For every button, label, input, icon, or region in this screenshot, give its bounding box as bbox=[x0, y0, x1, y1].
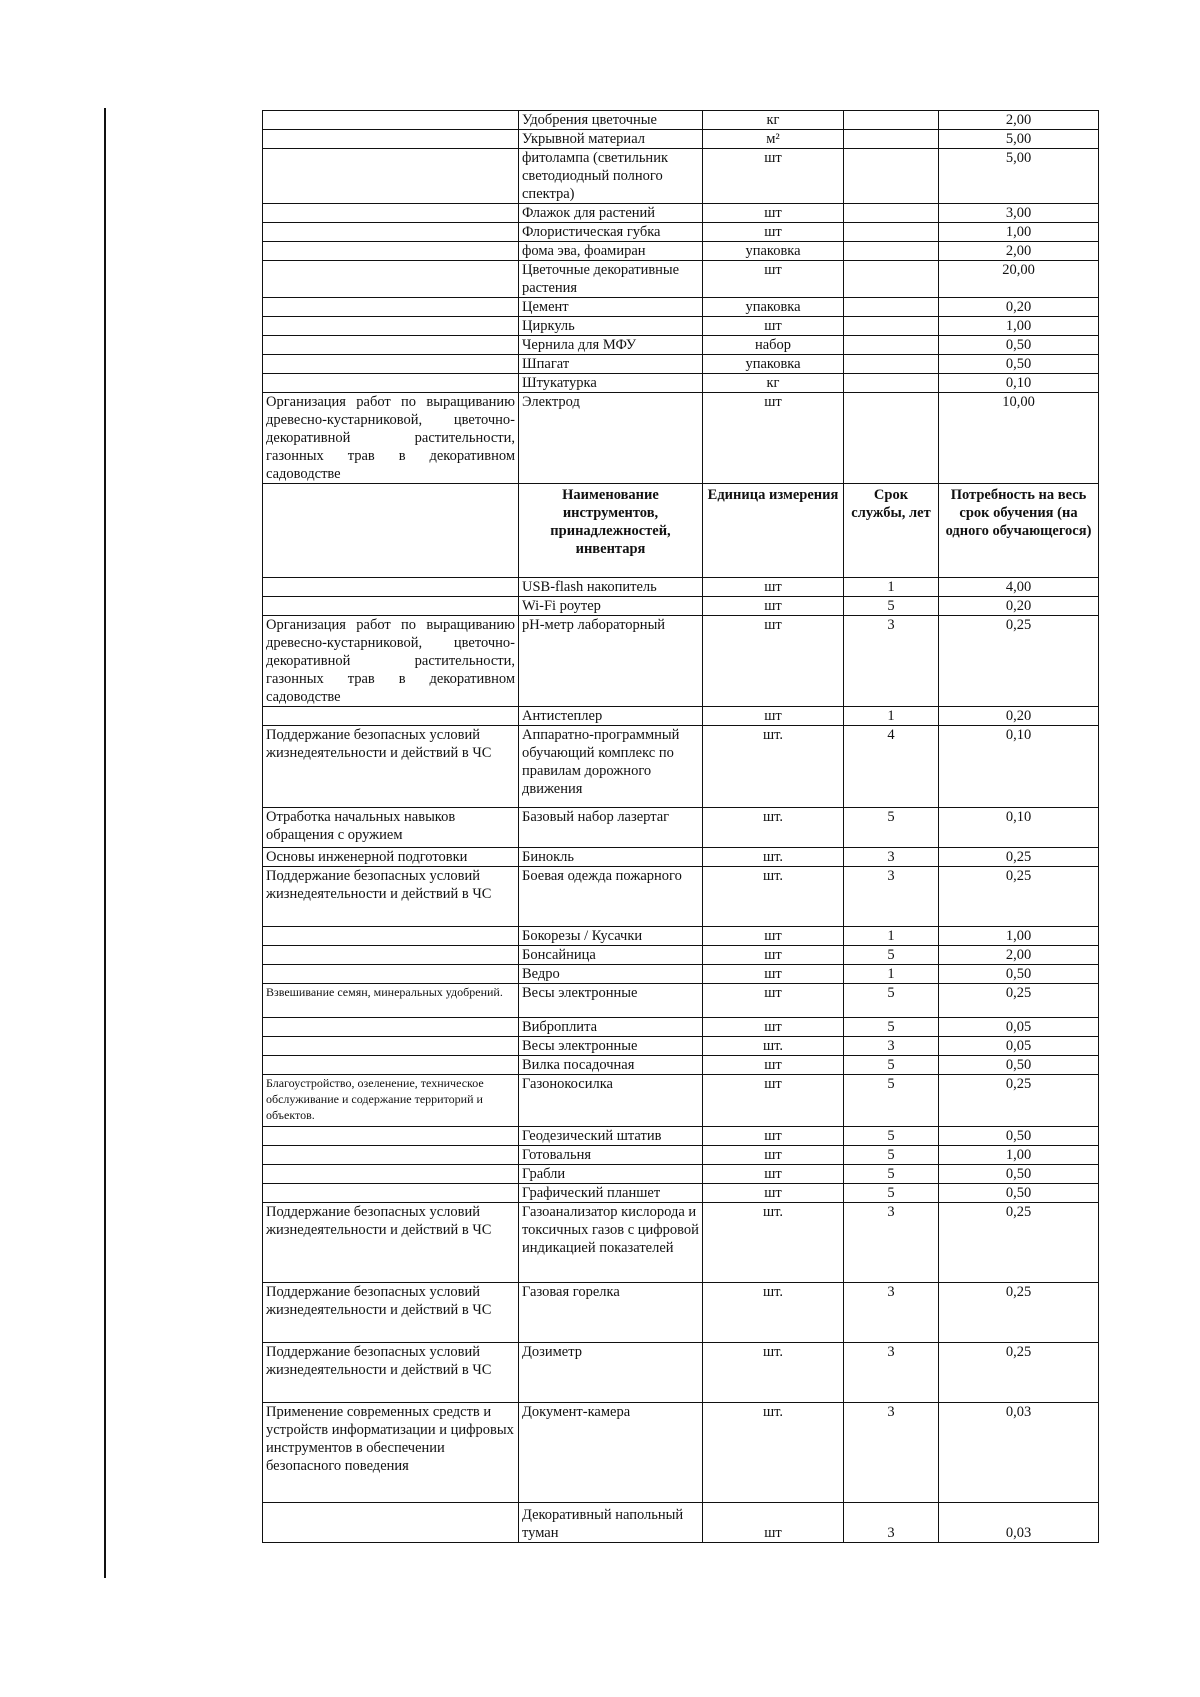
item-name-cell: Ведро bbox=[519, 965, 703, 984]
table-row bbox=[263, 1018, 1099, 1037]
table-row bbox=[263, 130, 1099, 149]
unit-cell: шт bbox=[703, 965, 844, 984]
quantity-cell: 0,25 bbox=[939, 1343, 1099, 1403]
table-row bbox=[263, 726, 1099, 808]
service-life-cell: 1 bbox=[844, 965, 939, 984]
table-row bbox=[263, 946, 1099, 965]
item-name-cell: Цветочные декоративные растения bbox=[519, 261, 703, 298]
purpose-cell bbox=[263, 707, 519, 726]
service-life-cell: 5 bbox=[844, 1056, 939, 1075]
table-row bbox=[263, 1056, 1099, 1075]
table-row bbox=[263, 1146, 1099, 1165]
header-empty-cell bbox=[263, 484, 519, 578]
unit-cell: шт. bbox=[703, 726, 844, 808]
table-row bbox=[263, 242, 1099, 261]
table-row bbox=[263, 1343, 1099, 1403]
unit-cell: шт. bbox=[703, 1283, 844, 1343]
service-life-cell: 3 bbox=[844, 867, 939, 927]
service-life-cell bbox=[844, 393, 939, 484]
item-name-cell: Укрывной материал bbox=[519, 130, 703, 149]
item-name-cell: Чернила для МФУ bbox=[519, 336, 703, 355]
item-name-cell: Штукатурка bbox=[519, 374, 703, 393]
service-life-cell bbox=[844, 355, 939, 374]
unit-cell: шт bbox=[703, 616, 844, 707]
column-header-row bbox=[263, 484, 1099, 578]
unit-cell: шт bbox=[703, 578, 844, 597]
table-row bbox=[263, 1037, 1099, 1056]
unit-cell: шт bbox=[703, 1127, 844, 1146]
quantity-cell: 0,50 bbox=[939, 1165, 1099, 1184]
unit-cell: шт bbox=[703, 1165, 844, 1184]
unit-cell: упаковка bbox=[703, 242, 844, 261]
item-name-cell: Вилка посадочная bbox=[519, 1056, 703, 1075]
quantity-cell: 0,50 bbox=[939, 1184, 1099, 1203]
purpose-cell bbox=[263, 242, 519, 261]
table-row bbox=[263, 317, 1099, 336]
purpose-cell: Поддержание безопасных условий жизнедеятельности и действий в ЧС bbox=[263, 726, 519, 808]
item-name-cell: Готовальня bbox=[519, 1146, 703, 1165]
purpose-cell: Отработка начальных навыков обращения с оружием bbox=[263, 808, 519, 848]
quantity-cell: 0,20 bbox=[939, 707, 1099, 726]
service-life-cell bbox=[844, 149, 939, 204]
service-life-cell: 3 bbox=[844, 1403, 939, 1503]
quantity-cell: 0,25 bbox=[939, 867, 1099, 927]
unit-cell: шт. bbox=[703, 1037, 844, 1056]
service-life-cell bbox=[844, 298, 939, 317]
service-life-cell: 3 bbox=[844, 1503, 939, 1543]
service-life-cell: 5 bbox=[844, 1075, 939, 1127]
service-life-cell: 5 bbox=[844, 1165, 939, 1184]
item-name-cell: фитолампа (светильник светодиодный полного спектра) bbox=[519, 149, 703, 204]
unit-cell: кг bbox=[703, 374, 844, 393]
service-life-cell bbox=[844, 317, 939, 336]
quantity-cell: 2,00 bbox=[939, 946, 1099, 965]
unit-cell: м² bbox=[703, 130, 844, 149]
quantity-cell: 0,25 bbox=[939, 848, 1099, 867]
service-life-cell bbox=[844, 204, 939, 223]
item-name-cell: Электрод bbox=[519, 393, 703, 484]
purpose-cell: Взвешивание семян, минеральных удобрений. bbox=[263, 984, 519, 1018]
item-name-cell: Виброплита bbox=[519, 1018, 703, 1037]
table-row bbox=[263, 927, 1099, 946]
item-name-cell: Весы электронные bbox=[519, 984, 703, 1018]
quantity-cell: 0,50 bbox=[939, 1127, 1099, 1146]
table-row bbox=[263, 616, 1099, 707]
item-name-cell: фома эва, фоамиран bbox=[519, 242, 703, 261]
item-name-cell: Бинокль bbox=[519, 848, 703, 867]
table-row bbox=[263, 707, 1099, 726]
table-row bbox=[263, 808, 1099, 848]
service-life-cell: 1 bbox=[844, 707, 939, 726]
quantity-cell: 2,00 bbox=[939, 111, 1099, 130]
table-row bbox=[263, 1165, 1099, 1184]
quantity-cell: 0,20 bbox=[939, 597, 1099, 616]
service-life-cell: 3 bbox=[844, 1283, 939, 1343]
table-row bbox=[263, 355, 1099, 374]
service-life-cell: 1 bbox=[844, 927, 939, 946]
table-row bbox=[263, 848, 1099, 867]
item-name-cell: Флористическая губка bbox=[519, 223, 703, 242]
table-row bbox=[263, 1203, 1099, 1283]
purpose-cell bbox=[263, 1056, 519, 1075]
purpose-cell bbox=[263, 946, 519, 965]
item-name-cell: Боевая одежда пожарного bbox=[519, 867, 703, 927]
service-life-cell: 3 bbox=[844, 1343, 939, 1403]
purpose-cell: Основы инженерной подготовки bbox=[263, 848, 519, 867]
unit-cell: упаковка bbox=[703, 355, 844, 374]
quantity-cell: 0,50 bbox=[939, 1056, 1099, 1075]
purpose-cell bbox=[263, 111, 519, 130]
header-item-name: Наименование инструментов, принадлежностей, инвентаря bbox=[519, 484, 703, 578]
quantity-cell: 5,00 bbox=[939, 149, 1099, 204]
purpose-cell bbox=[263, 1037, 519, 1056]
item-name-cell: Базовый набор лазертаг bbox=[519, 808, 703, 848]
table-row bbox=[263, 1283, 1099, 1343]
purpose-cell bbox=[263, 223, 519, 242]
quantity-cell: 3,00 bbox=[939, 204, 1099, 223]
quantity-cell: 5,00 bbox=[939, 130, 1099, 149]
purpose-cell: Благоустройство, озеленение, техническое обслуживание и содержание территорий и объектов. bbox=[263, 1075, 519, 1127]
header-quantity: Потребность на весь срок обучения (на одного обучающегося) bbox=[939, 484, 1099, 578]
service-life-cell: 1 bbox=[844, 578, 939, 597]
service-life-cell: 4 bbox=[844, 726, 939, 808]
purpose-cell bbox=[263, 1503, 519, 1543]
table-row bbox=[263, 597, 1099, 616]
purpose-cell: Поддержание безопасных условий жизнедеятельности и действий в ЧС bbox=[263, 1283, 519, 1343]
quantity-cell: 1,00 bbox=[939, 223, 1099, 242]
purpose-cell: Поддержание безопасных условий жизнедеятельности и действий в ЧС bbox=[263, 1343, 519, 1403]
purpose-cell bbox=[263, 298, 519, 317]
purpose-cell bbox=[263, 597, 519, 616]
purpose-cell bbox=[263, 927, 519, 946]
quantity-cell: 20,00 bbox=[939, 261, 1099, 298]
purpose-cell bbox=[263, 261, 519, 298]
purpose-cell bbox=[263, 130, 519, 149]
purpose-cell bbox=[263, 149, 519, 204]
service-life-cell: 3 bbox=[844, 848, 939, 867]
service-life-cell bbox=[844, 223, 939, 242]
service-life-cell: 5 bbox=[844, 808, 939, 848]
item-name-cell: Газовая горелка bbox=[519, 1283, 703, 1343]
quantity-cell: 4,00 bbox=[939, 578, 1099, 597]
table-row bbox=[263, 374, 1099, 393]
quantity-cell: 0,25 bbox=[939, 1203, 1099, 1283]
quantity-cell: 0,20 bbox=[939, 298, 1099, 317]
unit-cell: шт bbox=[703, 204, 844, 223]
quantity-cell: 0,10 bbox=[939, 374, 1099, 393]
purpose-cell bbox=[263, 965, 519, 984]
item-name-cell: Бонсайница bbox=[519, 946, 703, 965]
unit-cell: шт bbox=[703, 261, 844, 298]
table-row bbox=[263, 336, 1099, 355]
table-row bbox=[263, 204, 1099, 223]
purpose-cell bbox=[263, 317, 519, 336]
unit-cell: шт bbox=[703, 1018, 844, 1037]
service-life-cell: 3 bbox=[844, 1037, 939, 1056]
quantity-cell: 2,00 bbox=[939, 242, 1099, 261]
quantity-cell: 1,00 bbox=[939, 927, 1099, 946]
service-life-cell bbox=[844, 130, 939, 149]
table-row bbox=[263, 1075, 1099, 1127]
service-life-cell: 5 bbox=[844, 946, 939, 965]
unit-cell: шт bbox=[703, 984, 844, 1018]
table-row bbox=[263, 867, 1099, 927]
quantity-cell: 0,50 bbox=[939, 336, 1099, 355]
quantity-cell: 0,03 bbox=[939, 1403, 1099, 1503]
purpose-cell bbox=[263, 1127, 519, 1146]
table-row bbox=[263, 965, 1099, 984]
item-name-cell: Wi-Fi роутер bbox=[519, 597, 703, 616]
purpose-cell: Организация работ по выращиванию древесно-кустарниковой, цветочно-декоративной растительности, газонных трав в декоративном садоводстве bbox=[263, 393, 519, 484]
unit-cell: шт. bbox=[703, 867, 844, 927]
unit-cell: шт bbox=[703, 707, 844, 726]
item-name-cell: Антистеплер bbox=[519, 707, 703, 726]
unit-cell: набор bbox=[703, 336, 844, 355]
quantity-cell: 0,50 bbox=[939, 355, 1099, 374]
table-row bbox=[263, 984, 1099, 1018]
unit-cell: шт bbox=[703, 1056, 844, 1075]
unit-cell: шт bbox=[703, 1146, 844, 1165]
purpose-cell bbox=[263, 1146, 519, 1165]
unit-cell: шт bbox=[703, 946, 844, 965]
quantity-cell: 0,03 bbox=[939, 1503, 1099, 1543]
purpose-cell bbox=[263, 204, 519, 223]
item-name-cell: pH-метр лабораторный bbox=[519, 616, 703, 707]
item-name-cell: Цемент bbox=[519, 298, 703, 317]
service-life-cell: 3 bbox=[844, 1203, 939, 1283]
unit-cell: шт bbox=[703, 149, 844, 204]
quantity-cell: 1,00 bbox=[939, 1146, 1099, 1165]
unit-cell: шт. bbox=[703, 1343, 844, 1403]
unit-cell: шт bbox=[703, 1075, 844, 1127]
table-row bbox=[263, 578, 1099, 597]
header-unit: Единица измерения bbox=[703, 484, 844, 578]
quantity-cell: 0,50 bbox=[939, 965, 1099, 984]
table-row bbox=[263, 1403, 1099, 1503]
unit-cell: шт bbox=[703, 1503, 844, 1543]
unit-cell: шт bbox=[703, 393, 844, 484]
item-name-cell: Флажок для растений bbox=[519, 204, 703, 223]
item-name-cell: Декоративный напольный туман bbox=[519, 1503, 703, 1543]
unit-cell: шт bbox=[703, 317, 844, 336]
item-name-cell: Бокорезы / Кусачки bbox=[519, 927, 703, 946]
table-row bbox=[263, 393, 1099, 484]
table-row bbox=[263, 223, 1099, 242]
equipment-table bbox=[262, 110, 1099, 1543]
purpose-cell: Поддержание безопасных условий жизнедеятельности и действий в ЧС bbox=[263, 867, 519, 927]
unit-cell: шт. bbox=[703, 808, 844, 848]
table-row bbox=[263, 1127, 1099, 1146]
purpose-cell: Применение современных средств и устройств информатизации и цифровых инструментов в обеспечении безопасного поведения bbox=[263, 1403, 519, 1503]
item-name-cell: Циркуль bbox=[519, 317, 703, 336]
service-life-cell bbox=[844, 261, 939, 298]
item-name-cell: Аппаратно-программный обучающий комплекс по правилам дорожного движения bbox=[519, 726, 703, 808]
quantity-cell: 0,05 bbox=[939, 1037, 1099, 1056]
unit-cell: шт. bbox=[703, 1203, 844, 1283]
quantity-cell: 0,25 bbox=[939, 984, 1099, 1018]
service-life-cell bbox=[844, 242, 939, 261]
item-name-cell: Дозиметр bbox=[519, 1343, 703, 1403]
table-row bbox=[263, 261, 1099, 298]
unit-cell: кг bbox=[703, 111, 844, 130]
quantity-cell: 10,00 bbox=[939, 393, 1099, 484]
table-body bbox=[263, 111, 1099, 1543]
quantity-cell: 0,25 bbox=[939, 616, 1099, 707]
table-row bbox=[263, 1503, 1099, 1543]
item-name-cell: Геодезический штатив bbox=[519, 1127, 703, 1146]
quantity-cell: 0,10 bbox=[939, 726, 1099, 808]
unit-cell: шт bbox=[703, 597, 844, 616]
service-life-cell: 3 bbox=[844, 616, 939, 707]
purpose-cell bbox=[263, 1184, 519, 1203]
service-life-cell bbox=[844, 336, 939, 355]
purpose-cell bbox=[263, 578, 519, 597]
unit-cell: шт bbox=[703, 927, 844, 946]
quantity-cell: 1,00 bbox=[939, 317, 1099, 336]
purpose-cell: Организация работ по выращиванию древесно-кустарниковой, цветочно-декоративной растительности, газонных трав в декоративном садоводстве bbox=[263, 616, 519, 707]
purpose-cell: Поддержание безопасных условий жизнедеятельности и действий в ЧС bbox=[263, 1203, 519, 1283]
item-name-cell: Удобрения цветочные bbox=[519, 111, 703, 130]
quantity-cell: 0,05 bbox=[939, 1018, 1099, 1037]
service-life-cell: 5 bbox=[844, 597, 939, 616]
service-life-cell: 5 bbox=[844, 1146, 939, 1165]
quantity-cell: 0,10 bbox=[939, 808, 1099, 848]
item-name-cell: Шпагат bbox=[519, 355, 703, 374]
table-row bbox=[263, 298, 1099, 317]
service-life-cell bbox=[844, 374, 939, 393]
purpose-cell bbox=[263, 355, 519, 374]
quantity-cell: 0,25 bbox=[939, 1075, 1099, 1127]
unit-cell: упаковка bbox=[703, 298, 844, 317]
purpose-cell bbox=[263, 374, 519, 393]
service-life-cell: 5 bbox=[844, 984, 939, 1018]
item-name-cell: Графический планшет bbox=[519, 1184, 703, 1203]
table-row bbox=[263, 1184, 1099, 1203]
table-row bbox=[263, 111, 1099, 130]
quantity-cell: 0,25 bbox=[939, 1283, 1099, 1343]
item-name-cell: Весы электронные bbox=[519, 1037, 703, 1056]
item-name-cell: Газоанализатор кислорода и токсичных газов с цифровой индикацией показателей bbox=[519, 1203, 703, 1283]
header-service-life: Срок службы, лет bbox=[844, 484, 939, 578]
table-row bbox=[263, 149, 1099, 204]
item-name-cell: Грабли bbox=[519, 1165, 703, 1184]
unit-cell: шт bbox=[703, 223, 844, 242]
service-life-cell: 5 bbox=[844, 1127, 939, 1146]
item-name-cell: USB-flash накопитель bbox=[519, 578, 703, 597]
purpose-cell bbox=[263, 336, 519, 355]
margin-line bbox=[104, 108, 106, 1578]
item-name-cell: Газонокосилка bbox=[519, 1075, 703, 1127]
purpose-cell bbox=[263, 1165, 519, 1184]
unit-cell: шт. bbox=[703, 1403, 844, 1503]
purpose-cell bbox=[263, 1018, 519, 1037]
unit-cell: шт. bbox=[703, 848, 844, 867]
unit-cell: шт bbox=[703, 1184, 844, 1203]
service-life-cell bbox=[844, 111, 939, 130]
service-life-cell: 5 bbox=[844, 1184, 939, 1203]
service-life-cell: 5 bbox=[844, 1018, 939, 1037]
item-name-cell: Документ-камера bbox=[519, 1403, 703, 1503]
